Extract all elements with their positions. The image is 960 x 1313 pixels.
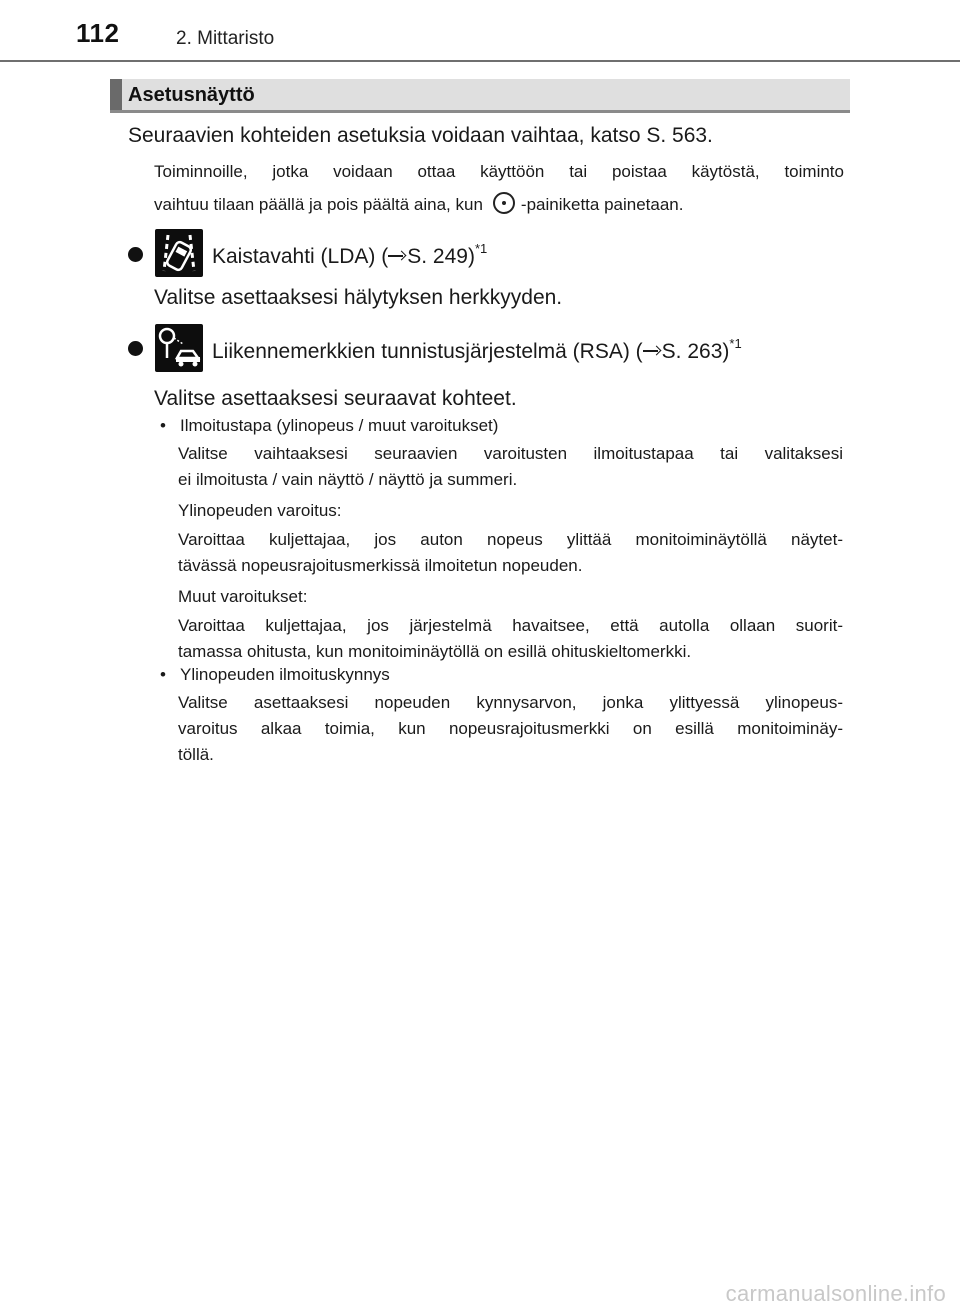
item-rsa-label-text: Liikennemerkkien tunnistusjärjestelmä (RSA) (	[212, 340, 643, 363]
note-line-2-after: -painiketta painetaan.	[520, 195, 684, 214]
item-lda-footnote: *1	[474, 241, 488, 256]
overspeed-text	[178, 527, 843, 579]
item-rsa-description: Valitse asettaaksesi seuraavat kohteet.	[154, 387, 517, 410]
section-title: Asetusnäyttö	[128, 84, 255, 106]
note-line-2-before: vaihtuu tilaan päällä ja pois päältä aina, kun	[154, 195, 483, 214]
item-lda-description: Valitse asettaaksesi hälytyksen herkkyyden.	[154, 286, 563, 309]
text-line: Varoittaa kuljettajaa, jos järjestelmä havaitsee, että autolla ollaan suorit-	[178, 616, 843, 635]
road-sign-assist-icon	[155, 324, 203, 372]
item-lda-page-ref: S. 249)	[407, 245, 475, 268]
text-line: Valitse asettaaksesi nopeuden kynnysarvon, jonka ylittyessä ylinopeus-	[178, 693, 843, 712]
round-button-icon	[493, 192, 515, 214]
bullet-glyph: •	[160, 665, 166, 684]
rsa-threshold-text	[178, 690, 843, 768]
item-rsa-label	[212, 336, 742, 364]
item-rsa-footnote: *1	[729, 336, 742, 351]
arrow-right-icon	[643, 346, 661, 356]
text-line: töllä.	[178, 745, 214, 764]
page-number: 112	[76, 18, 120, 48]
item-rsa-page-ref: S. 263)	[661, 340, 730, 363]
note-line-2	[154, 190, 844, 220]
chapter-title: 2. Mittaristo	[176, 28, 275, 49]
section-accent	[110, 79, 122, 110]
other-warnings-title: Muut varoitukset:	[178, 587, 308, 606]
rsa-bullet-threshold-title: Ylinopeuden ilmoituskynnys	[180, 665, 390, 684]
rsa-bullet-notification	[160, 416, 498, 436]
text-line: Varoittaa kuljettajaa, jos auton nopeus ylittää monitoiminäytöllä näytet-	[178, 530, 843, 549]
item-bullet	[128, 341, 143, 356]
note-line-1: Toiminnoille, jotka voidaan ottaa käyttöön tai poistaa käytöstä, toiminto	[154, 162, 844, 181]
text-line: tamassa ohitusta, kun monitoiminäytöllä on esillä ohituskieltomerkki.	[178, 642, 692, 661]
item-bullet	[128, 247, 143, 262]
rsa-bullet-notification-title: Ilmoitustapa (ylinopeus / muut varoitukset)	[180, 416, 499, 435]
page-header	[0, 0, 960, 62]
intro-text: Seuraavien kohteiden asetuksia voidaan vaihtaa, katso S. 563.	[128, 124, 713, 147]
text-line: varoitus alkaa toimia, kun nopeusrajoitusmerkki on esillä monitoiminäy-	[178, 719, 843, 738]
watermark-text: carmanualsonline.info	[725, 1281, 946, 1306]
text-line: tävässä nopeusrajoitusmerkissä ilmoitetun nopeuden.	[178, 556, 583, 575]
header-divider	[0, 60, 960, 62]
lane-departure-alert-icon	[155, 229, 203, 277]
rsa-bullet-threshold	[160, 665, 390, 685]
text-line: ei ilmoitusta / vain näyttö / näyttö ja summeri.	[178, 470, 518, 489]
text-line: Valitse vaihtaaksesi seuraavien varoitusten ilmoitustapaa tai valitaksesi	[178, 444, 843, 463]
rsa-notification-text	[178, 441, 843, 493]
item-lda-label	[212, 241, 487, 269]
item-lda-label-text: Kaistavahti (LDA) (	[212, 245, 389, 268]
bullet-glyph: •	[160, 416, 166, 435]
section-heading-bar	[110, 79, 850, 113]
arrow-right-icon	[388, 251, 406, 261]
other-warnings-text	[178, 613, 843, 665]
overspeed-title: Ylinopeuden varoitus:	[178, 501, 342, 520]
